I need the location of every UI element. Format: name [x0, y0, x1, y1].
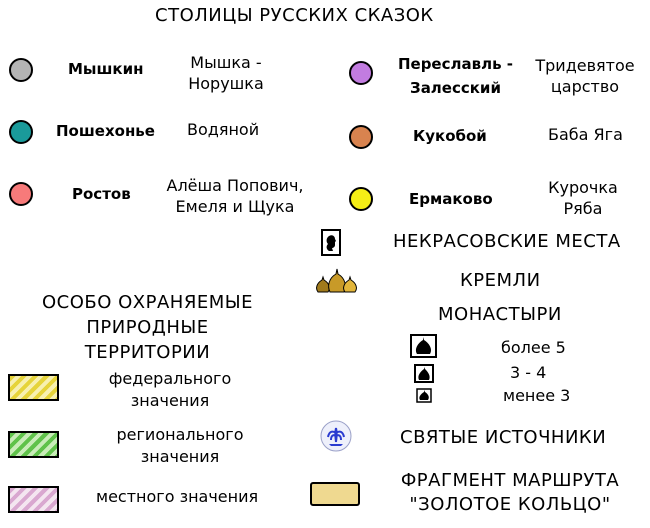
capital-character: Баба Яга [548, 125, 623, 144]
monastery-size-label: 3 - 4 [510, 363, 547, 382]
nekrasov-label: НЕКРАСОВСКИЕ МЕСТА [393, 231, 621, 252]
kremlins-label: КРЕМЛИ [460, 270, 541, 291]
domes-icon [314, 266, 359, 294]
fountain-icon [320, 420, 352, 452]
capital-town: Мышкин [68, 60, 144, 78]
capital-marker-pereslavl [349, 61, 373, 85]
local-swatch [8, 486, 59, 513]
monastery-medium-icon [414, 364, 434, 383]
local-label: местного значения [96, 487, 259, 506]
capital-character: Курочка Ряба [548, 178, 618, 218]
capital-town: Ростов [72, 185, 131, 203]
silhouette-icon [321, 229, 341, 256]
capital-town: Переславль - Залесский [397, 55, 514, 97]
monastery-large-icon [410, 334, 437, 358]
capital-character: Водяной [187, 120, 260, 139]
protected-title: ОСОБО ОХРАНЯЕМЫЕ ПРИРОДНЫЕ ТЕРРИТОРИИ [41, 292, 253, 363]
springs-label: СВЯТЫЕ ИСТОЧНИКИ [400, 427, 607, 448]
regional-label: регионального значения [116, 425, 244, 466]
capital-character: Мышка - Норушка [188, 53, 264, 93]
capital-marker-rostov [9, 182, 33, 206]
federal-swatch [8, 374, 59, 401]
monastery-small-icon [416, 388, 432, 403]
capital-town: Кукобой [413, 127, 487, 145]
capital-marker-kukoboy [349, 125, 373, 149]
regional-swatch [8, 431, 59, 458]
capital-character: Алёша Попович, Емеля и Щука [166, 176, 304, 216]
capital-character: Тридевятое царство [535, 56, 635, 96]
monastery-size-label: более 5 [501, 338, 566, 357]
federal-label: федерального значения [108, 369, 232, 410]
legend-title: СТОЛИЦЫ РУССКИХ СКАЗОК [155, 5, 434, 26]
route-label: ФРАГМЕНТ МАРШРУТА "ЗОЛОТОЕ КОЛЬЦО" [400, 470, 620, 515]
capital-marker-poshekhonye [9, 120, 33, 144]
capital-town: Пошехонье [56, 122, 155, 140]
capital-town: Ермаково [409, 190, 493, 208]
monasteries-label: МОНАСТЫРИ [438, 304, 562, 325]
capital-marker-myshkin [9, 58, 33, 82]
monastery-size-label: менее 3 [503, 386, 571, 405]
route-swatch [310, 482, 360, 506]
capital-marker-ermakovo [349, 187, 373, 211]
